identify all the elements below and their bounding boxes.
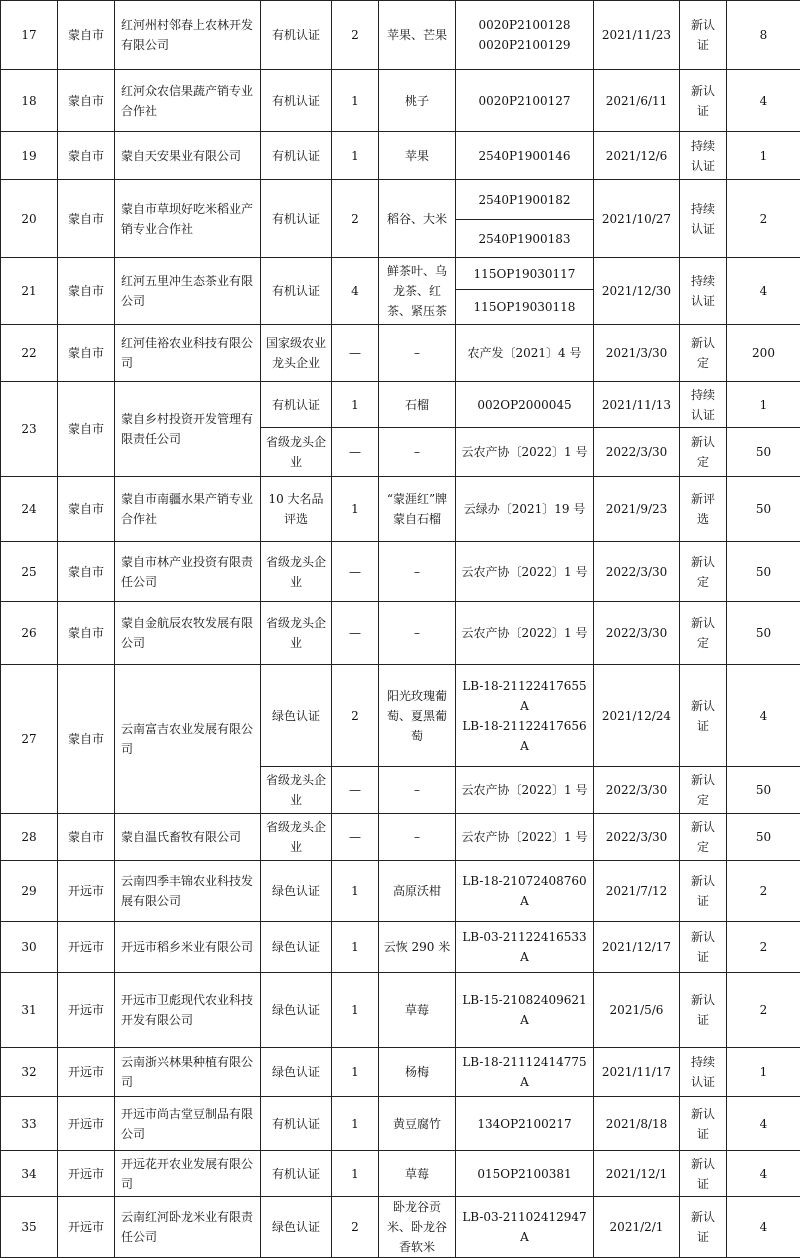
product-count: 1 — [332, 922, 379, 973]
product-name: 高原沃柑 — [379, 861, 456, 922]
subsidy-amount: 8 — [727, 1, 800, 70]
company-name: 云南四季丰锦农业科技发展有限公司 — [115, 861, 261, 922]
table-row — [1, 1048, 800, 1097]
row-number: 28 — [1, 814, 58, 861]
certificate-code-line: 015OP2100381 — [458, 1164, 591, 1184]
certification-status: 新认定 — [680, 428, 727, 477]
product-name: 石榴 — [379, 382, 456, 428]
certificate-code: 2540P1900183 — [456, 220, 594, 258]
certification-type: 国家级农业龙头企业 — [261, 325, 332, 382]
table-row — [1, 325, 800, 382]
certificate-code-line: 0020P2100127 — [458, 91, 591, 111]
certificate-code — [456, 973, 594, 1048]
certification-type: 有机认证 — [261, 180, 332, 258]
city-cell: 开远市 — [58, 973, 115, 1048]
city-cell: 蒙自市 — [58, 180, 115, 258]
product-count: 4 — [332, 258, 379, 325]
product-count: — — [332, 814, 379, 861]
issue-date: 2021/10/27 — [594, 180, 680, 258]
company-name: 蒙自金航辰农牧发展有限公司 — [115, 602, 261, 665]
product-name: 桃子 — [379, 70, 456, 132]
company-name: 开远市稻乡米业有限公司 — [115, 922, 261, 973]
city-cell: 蒙自市 — [58, 814, 115, 861]
certificate-code-line: LB-15-21082409621A — [458, 990, 591, 1030]
issue-date: 2021/12/6 — [594, 132, 680, 180]
certificate-code-line: 0020P2100129 — [458, 35, 591, 55]
certificate-code-line: LB-03-21102412947A — [458, 1207, 591, 1247]
certificate-code-line: LB-18-21122417655A — [458, 676, 591, 716]
table-row — [1, 1151, 800, 1197]
row-number: 17 — [1, 1, 58, 70]
issue-date: 2021/12/24 — [594, 665, 680, 767]
product-count: — — [332, 602, 379, 665]
product-count: 1 — [332, 132, 379, 180]
certificate-code-line: 0020P2100128 — [458, 15, 591, 35]
subsidy-amount: 2 — [727, 861, 800, 922]
certificate-code-line: 134OP2100217 — [458, 1114, 591, 1134]
product-count: 2 — [332, 180, 379, 258]
certification-type: 绿色认证 — [261, 922, 332, 973]
issue-date: 2022/3/30 — [594, 428, 680, 477]
certification-status: 新认证 — [680, 1, 727, 70]
subsidy-amount: 4 — [727, 70, 800, 132]
certificate-code — [456, 542, 594, 602]
issue-date: 2021/11/23 — [594, 1, 680, 70]
city-cell: 蒙自市 — [58, 382, 115, 477]
certification-type: 有机认证 — [261, 70, 332, 132]
product-count: 1 — [332, 1048, 379, 1097]
certificate-code — [456, 382, 594, 428]
product-count: 1 — [332, 477, 379, 542]
certification-type: 有机认证 — [261, 258, 332, 325]
row-number: 24 — [1, 477, 58, 542]
certificate-code-line: 云农产协〔2022〕1 号 — [458, 442, 591, 462]
product-name: – — [379, 767, 456, 814]
product-name: 卧龙谷贡米、卧龙谷香软米 — [379, 1197, 456, 1258]
certification-type: 绿色认证 — [261, 973, 332, 1048]
certificate-code-line: LB-18-21112414775A — [458, 1052, 591, 1092]
company-name: 红河众农信果蔬产销专业合作社 — [115, 70, 261, 132]
table-row — [1, 132, 800, 180]
certificate-code-line: 2540P1900146 — [458, 146, 591, 166]
certification-type: 有机认证 — [261, 382, 332, 428]
company-name: 蒙自市草坝好吃米稻业产销专业合作社 — [115, 180, 261, 258]
certification-status: 持续认证 — [680, 132, 727, 180]
certification-type: 省级龙头企业 — [261, 814, 332, 861]
certificate-code — [456, 767, 594, 814]
certificate-code — [456, 70, 594, 132]
row-number: 21 — [1, 258, 58, 325]
row-number: 30 — [1, 922, 58, 973]
subsidy-amount: 4 — [727, 1097, 800, 1151]
issue-date: 2021/12/1 — [594, 1151, 680, 1197]
subsidy-amount: 50 — [727, 542, 800, 602]
company-name: 蒙自乡村投资开发管理有限责任公司 — [115, 382, 261, 477]
city-cell: 开远市 — [58, 1097, 115, 1151]
issue-date: 2021/2/1 — [594, 1197, 680, 1258]
product-name: 稻谷、大米 — [379, 180, 456, 258]
table-row — [1, 382, 800, 428]
certification-status: 新认证 — [680, 70, 727, 132]
issue-date: 2022/3/30 — [594, 814, 680, 861]
certification-type: 10 大名品评选 — [261, 477, 332, 542]
product-count: 2 — [332, 1197, 379, 1258]
company-name: 红河五里冲生态茶业有限公司 — [115, 258, 261, 325]
table-row — [1, 602, 800, 665]
city-cell: 开远市 — [58, 922, 115, 973]
product-name: 苹果 — [379, 132, 456, 180]
certification-status: 新认证 — [680, 861, 727, 922]
certification-status: 持续认证 — [680, 382, 727, 428]
subsidy-amount: 4 — [727, 1197, 800, 1258]
certification-type: 省级龙头企业 — [261, 542, 332, 602]
product-name: 草莓 — [379, 973, 456, 1048]
certificate-code-line: 农产发〔2021〕4 号 — [458, 343, 591, 363]
table-body — [1, 1, 800, 1258]
certification-status: 新评选 — [680, 477, 727, 542]
issue-date: 2021/6/11 — [594, 70, 680, 132]
company-name: 蒙自天安果业有限公司 — [115, 132, 261, 180]
certificate-code: 115OP19030118 — [456, 290, 594, 325]
row-number: 19 — [1, 132, 58, 180]
product-count: 1 — [332, 1097, 379, 1151]
row-number: 29 — [1, 861, 58, 922]
subsidy-amount: 50 — [727, 477, 800, 542]
table-row — [1, 477, 800, 542]
subsidy-amount: 2 — [727, 922, 800, 973]
certificate-code — [456, 602, 594, 665]
product-name: 苹果、芒果 — [379, 1, 456, 70]
product-name: “蒙涯红”牌蒙自石榴 — [379, 477, 456, 542]
city-cell: 开远市 — [58, 861, 115, 922]
issue-date: 2021/8/18 — [594, 1097, 680, 1151]
certification-status: 新认定 — [680, 542, 727, 602]
row-number: 35 — [1, 1197, 58, 1258]
product-name: 杨梅 — [379, 1048, 456, 1097]
row-number: 33 — [1, 1097, 58, 1151]
product-name: – — [379, 542, 456, 602]
product-name: – — [379, 325, 456, 382]
city-cell: 蒙自市 — [58, 258, 115, 325]
certificate-code: 115OP19030117 — [456, 258, 594, 290]
product-count: 2 — [332, 1, 379, 70]
table-row — [1, 861, 800, 922]
subsidy-amount: 50 — [727, 767, 800, 814]
row-number: 31 — [1, 973, 58, 1048]
company-name: 开远花开农业发展有限公司 — [115, 1151, 261, 1197]
product-count: 1 — [332, 1151, 379, 1197]
product-name: – — [379, 428, 456, 477]
certificate-code — [456, 132, 594, 180]
issue-date: 2022/3/30 — [594, 602, 680, 665]
certification-type: 有机认证 — [261, 1097, 332, 1151]
product-name: 鲜茶叶、乌龙茶、红茶、紧压茶 — [379, 258, 456, 325]
issue-date: 2021/11/13 — [594, 382, 680, 428]
product-name: 云恢 290 米 — [379, 922, 456, 973]
table-row — [1, 1197, 800, 1258]
company-name: 云南浙兴林果种植有限公司 — [115, 1048, 261, 1097]
product-count: — — [332, 542, 379, 602]
product-count: — — [332, 325, 379, 382]
certificate-code — [456, 1, 594, 70]
certification-type: 绿色认证 — [261, 1048, 332, 1097]
table-row — [1, 70, 800, 132]
certification-status: 新认证 — [680, 1097, 727, 1151]
table-row — [1, 1097, 800, 1151]
city-cell: 蒙自市 — [58, 477, 115, 542]
row-number: 25 — [1, 542, 58, 602]
company-name: 云南富吉农业发展有限公司 — [115, 665, 261, 814]
city-cell: 蒙自市 — [58, 602, 115, 665]
table-row — [1, 258, 800, 290]
table-row — [1, 922, 800, 973]
company-name: 蒙自温氏畜牧有限公司 — [115, 814, 261, 861]
issue-date: 2021/7/12 — [594, 861, 680, 922]
certification-status: 新认证 — [680, 1151, 727, 1197]
company-name: 蒙自市南疆水果产销专业合作社 — [115, 477, 261, 542]
issue-date: 2021/3/30 — [594, 325, 680, 382]
certification-type: 绿色认证 — [261, 1197, 332, 1258]
table-row — [1, 814, 800, 861]
subsidy-amount: 2 — [727, 180, 800, 258]
city-cell: 蒙自市 — [58, 542, 115, 602]
product-count: — — [332, 767, 379, 814]
row-number: 26 — [1, 602, 58, 665]
certification-type: 省级龙头企业 — [261, 767, 332, 814]
certificate-code — [456, 1097, 594, 1151]
certification-type: 绿色认证 — [261, 665, 332, 767]
certification-status: 新认证 — [680, 1197, 727, 1258]
row-number: 27 — [1, 665, 58, 814]
product-count: 1 — [332, 70, 379, 132]
certificate-code-line: 云农产协〔2022〕1 号 — [458, 562, 591, 582]
row-number: 32 — [1, 1048, 58, 1097]
city-cell: 蒙自市 — [58, 325, 115, 382]
row-number: 22 — [1, 325, 58, 382]
certificate-code — [456, 922, 594, 973]
row-number: 20 — [1, 180, 58, 258]
certification-status: 新认证 — [680, 922, 727, 973]
certificate-code — [456, 1197, 594, 1258]
certificate-code — [456, 428, 594, 477]
city-cell: 蒙自市 — [58, 132, 115, 180]
product-count: 2 — [332, 665, 379, 767]
product-name: – — [379, 814, 456, 861]
product-name: – — [379, 602, 456, 665]
certification-status: 持续认证 — [680, 180, 727, 258]
city-cell: 开远市 — [58, 1151, 115, 1197]
product-name: 黄豆腐竹 — [379, 1097, 456, 1151]
subsidy-amount: 4 — [727, 1151, 800, 1197]
table-row — [1, 665, 800, 767]
subsidy-amount: 4 — [727, 665, 800, 767]
subsidy-amount: 200 — [727, 325, 800, 382]
product-count: — — [332, 428, 379, 477]
subsidy-amount: 50 — [727, 814, 800, 861]
certificate-code — [456, 814, 594, 861]
city-cell: 开远市 — [58, 1197, 115, 1258]
certificate-code — [456, 477, 594, 542]
certification-status: 新认定 — [680, 325, 727, 382]
city-cell: 蒙自市 — [58, 1, 115, 70]
certification-status: 新认定 — [680, 814, 727, 861]
certificate-code-line: LB-18-21122417656A — [458, 716, 591, 756]
issue-date: 2021/12/30 — [594, 258, 680, 325]
city-cell: 蒙自市 — [58, 70, 115, 132]
certificate-code-line: LB-18-21072408760A — [458, 871, 591, 911]
issue-date: 2022/3/30 — [594, 767, 680, 814]
product-name: 草莓 — [379, 1151, 456, 1197]
certification-type: 绿色认证 — [261, 861, 332, 922]
certificate-code — [456, 325, 594, 382]
city-cell: 开远市 — [58, 1048, 115, 1097]
certificate-code-line: 云农产协〔2022〕1 号 — [458, 780, 591, 800]
issue-date: 2021/12/17 — [594, 922, 680, 973]
company-name: 蒙自市林产业投资有限责任公司 — [115, 542, 261, 602]
subsidy-amount: 2 — [727, 973, 800, 1048]
product-name: 阳光玫瑰葡萄、夏黑葡萄 — [379, 665, 456, 767]
certification-type: 省级龙头企业 — [261, 428, 332, 477]
certificate-code-line: 云农产协〔2022〕1 号 — [458, 827, 591, 847]
certification-type: 有机认证 — [261, 132, 332, 180]
certification-status: 新认定 — [680, 767, 727, 814]
product-count: 1 — [332, 861, 379, 922]
table-row — [1, 542, 800, 602]
issue-date: 2021/5/6 — [594, 973, 680, 1048]
certificate-code-line: 002OP2000045 — [458, 395, 591, 415]
certificate-code — [456, 1151, 594, 1197]
certificate-code-line: 云绿办〔2021〕19 号 — [458, 499, 591, 519]
city-cell: 蒙自市 — [58, 665, 115, 814]
product-count: 1 — [332, 382, 379, 428]
certification-type: 有机认证 — [261, 1151, 332, 1197]
certification-type: 省级龙头企业 — [261, 602, 332, 665]
certification-status: 新认定 — [680, 602, 727, 665]
issue-date: 2021/11/17 — [594, 1048, 680, 1097]
certificate-code — [456, 861, 594, 922]
certification-status: 新认证 — [680, 665, 727, 767]
subsidy-amount: 1 — [727, 132, 800, 180]
certificate-code-line: 云农产协〔2022〕1 号 — [458, 623, 591, 643]
subsidy-amount: 50 — [727, 428, 800, 477]
company-name: 开远市卫彪现代农业科技开发有限公司 — [115, 973, 261, 1048]
certificate-code — [456, 665, 594, 767]
certification-status: 持续认证 — [680, 258, 727, 325]
certificate-code-line: LB-03-21122416533A — [458, 927, 591, 967]
company-name: 云南红河卧龙米业有限责任公司 — [115, 1197, 261, 1258]
subsidy-amount: 50 — [727, 602, 800, 665]
subsidy-amount: 1 — [727, 1048, 800, 1097]
row-number: 18 — [1, 70, 58, 132]
row-number: 23 — [1, 382, 58, 477]
certificate-code: 2540P1900182 — [456, 180, 594, 220]
product-count: 1 — [332, 973, 379, 1048]
subsidy-amount: 1 — [727, 382, 800, 428]
table-row — [1, 1, 800, 70]
company-name: 红河佳裕农业科技有限公司 — [115, 325, 261, 382]
company-name: 开远市尚古堂豆制品有限公司 — [115, 1097, 261, 1151]
table-row — [1, 180, 800, 220]
certificate-code — [456, 1048, 594, 1097]
row-number: 34 — [1, 1151, 58, 1197]
subsidy-amount: 4 — [727, 258, 800, 325]
issue-date: 2022/3/30 — [594, 542, 680, 602]
table-row — [1, 973, 800, 1048]
issue-date: 2021/9/23 — [594, 477, 680, 542]
certification-status: 持续认证 — [680, 1048, 727, 1097]
certification-type: 有机认证 — [261, 1, 332, 70]
certification-status: 新认证 — [680, 973, 727, 1048]
company-name: 红河州村邻春上农林开发有限公司 — [115, 1, 261, 70]
